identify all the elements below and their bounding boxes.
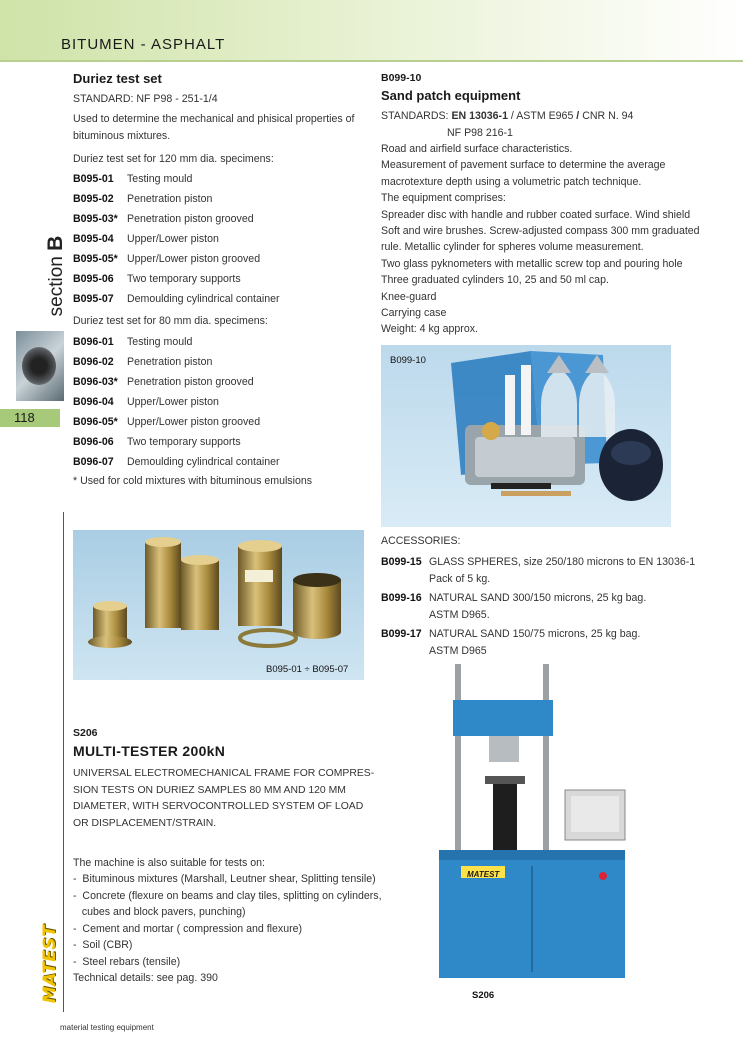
list-item: B095-07 Demoulding cylindrical container bbox=[73, 293, 280, 305]
list-item: - Bituminous mixtures (Marshall, Leutner shear, Splitting tensile) bbox=[73, 873, 376, 885]
list-item: B096-06 Two temporary supports bbox=[73, 436, 241, 448]
list-item: B095-02 Penetration piston bbox=[73, 193, 213, 205]
desc-line: Two glass pyknometers with metallic screw top and pouring hole bbox=[381, 257, 683, 270]
summary-line: OR DISPLACEMENT/STRAIN. bbox=[73, 817, 217, 829]
list-item: B095-04 Upper/Lower piston bbox=[73, 233, 219, 245]
list-item: - Cement and mortar ( compression and flexure) bbox=[73, 922, 303, 935]
list-item-sub: ASTM D965. bbox=[429, 609, 490, 621]
sand-patch-title: Sand patch equipment bbox=[381, 88, 521, 103]
desc-line: Three graduated cylinders 10, 25 and 50 ml cap. bbox=[381, 274, 609, 287]
machine-brand-label: MATEST bbox=[467, 870, 500, 879]
list-item-sub: Pack of 5 kg. bbox=[429, 573, 491, 585]
sand-patch-code: B099-10 bbox=[381, 72, 422, 84]
list-item: B096-04 Upper/Lower piston bbox=[73, 396, 219, 408]
sand-patch-photo-illustration bbox=[381, 345, 671, 527]
list-item: B096-02 Penetration piston bbox=[73, 356, 213, 368]
group2-list bbox=[73, 332, 280, 472]
list-item: - Steel rebars (tensile) bbox=[73, 955, 181, 968]
multitester-intro: The machine is also suitable for tests on: bbox=[73, 857, 265, 869]
section-word: section bbox=[46, 256, 67, 317]
margin-divider bbox=[63, 512, 64, 1012]
list-item: B096-03* Penetration piston grooved bbox=[73, 376, 254, 388]
desc-line: Soft and wire brushes. Screw-adjusted compass 300 mm graduated bbox=[381, 225, 700, 238]
desc-line: Weight: 4 kg approx. bbox=[381, 323, 478, 336]
section-thumbnail-detail bbox=[22, 347, 56, 385]
section-letter: B bbox=[44, 235, 67, 251]
multitester-summary bbox=[73, 766, 374, 832]
summary-line: UNIVERSAL ELECTROMECHANICAL FRAME FOR COMPRES- bbox=[73, 768, 375, 779]
multitester-code: S206 bbox=[73, 727, 98, 739]
sand-patch-standards: STANDARDS: EN 13036-1 / ASTM E965 / CNR N. 94 bbox=[381, 110, 634, 122]
desc-line: Carrying case bbox=[381, 307, 447, 320]
summary-line: DIAMETER, WITH SERVOCONTROLLED SYSTEM OF LOAD bbox=[73, 801, 364, 812]
multitester-photo bbox=[425, 660, 635, 990]
sand-patch-photo-caption: B099-10 bbox=[390, 355, 426, 366]
duriez-photo-caption: B095-01 ÷ B095-07 bbox=[266, 664, 349, 675]
summary-line: SION TESTS ON DURIEZ SAMPLES 80 MM AND 120 MM bbox=[73, 784, 346, 796]
list-item: B096-01 Testing mould bbox=[73, 336, 193, 348]
multitester-photo-caption: S206 bbox=[472, 990, 495, 1001]
group1-list bbox=[73, 169, 280, 309]
duriez-desc-2: bituminous mixtures. bbox=[73, 130, 171, 142]
duriez-photo-illustration bbox=[73, 530, 364, 680]
list-item: B099-16 NATURAL SAND 300/150 microns, 25 kg bag. bbox=[381, 592, 647, 604]
list-item: B095-06 Two temporary supports bbox=[73, 273, 241, 285]
accessories-title: ACCESSORIES: bbox=[381, 535, 461, 547]
multitester-tech-details: Technical details: see pag. 390 bbox=[73, 972, 218, 984]
list-item: B095-01 Testing mould bbox=[73, 173, 193, 185]
list-item: B099-15 GLASS SPHERES, size 250/180 microns to EN 13036-1 bbox=[381, 556, 696, 568]
list-item: B096-07 Demoulding cylindrical container bbox=[73, 456, 280, 468]
desc-line: Measurement of pavement surface to determine the average bbox=[381, 159, 666, 172]
multitester-title: MULTI-TESTER 200kN bbox=[73, 743, 226, 759]
list-item: - Concrete (flexure on beams and clay tiles, splitting on cylinders, bbox=[73, 889, 382, 902]
matest-logo: MATEST bbox=[40, 924, 60, 1004]
desc-line: Road and airfield surface characteristics. bbox=[381, 143, 573, 155]
list-item-sub: ASTM D965 bbox=[429, 645, 487, 657]
list-item: cubes and block pavers, punching) bbox=[73, 906, 246, 918]
duriez-title: Duriez test set bbox=[73, 71, 162, 86]
duriez-desc-1: Used to determine the mechanical and phisical properties of bbox=[73, 113, 355, 125]
sand-patch-photo bbox=[381, 345, 671, 527]
section-label bbox=[26, 228, 67, 328]
desc-line: rule. Metallic cylinder for spheres volume measurement. bbox=[381, 241, 644, 254]
desc-line: The equipment comprises: bbox=[381, 192, 506, 205]
page-number: 118 bbox=[14, 410, 35, 425]
sand-patch-description bbox=[381, 141, 700, 338]
list-item: - Soil (CBR) bbox=[73, 939, 133, 951]
group2-title: Duriez test set for 80 mm dia. specimens: bbox=[73, 315, 268, 327]
list-item: B095-03* Penetration piston grooved bbox=[73, 213, 254, 225]
duriez-note: * Used for cold mixtures with bituminous emulsions bbox=[73, 475, 313, 487]
multitester-machine-illustration bbox=[425, 660, 635, 990]
list-item: B096-05* Upper/Lower piston grooved bbox=[73, 416, 261, 428]
sand-patch-standard-nf: NF P98 216-1 bbox=[447, 127, 513, 139]
accessories-list bbox=[381, 554, 695, 660]
multitester-uses bbox=[73, 871, 382, 970]
duriez-standard: STANDARD: NF P98 - 251-1/4 bbox=[73, 93, 218, 105]
footer-text: material testing equipment bbox=[60, 1023, 154, 1032]
duriez-photo bbox=[73, 530, 364, 680]
header-rule bbox=[0, 60, 743, 62]
desc-line: Spreader disc with handle and rubber coated surface. Wind shield bbox=[381, 208, 691, 221]
desc-line: macrotexture depth using a volumetric patch technique. bbox=[381, 175, 642, 188]
list-item: B099-17 NATURAL SAND 150/75 microns, 25 kg bag. bbox=[381, 628, 641, 640]
page-title: BITUMEN - ASPHALT bbox=[61, 36, 226, 53]
desc-line: Knee-guard bbox=[381, 290, 437, 303]
group1-title: Duriez test set for 120 mm dia. specimens: bbox=[73, 153, 274, 165]
list-item: B095-05* Upper/Lower piston grooved bbox=[73, 253, 261, 265]
